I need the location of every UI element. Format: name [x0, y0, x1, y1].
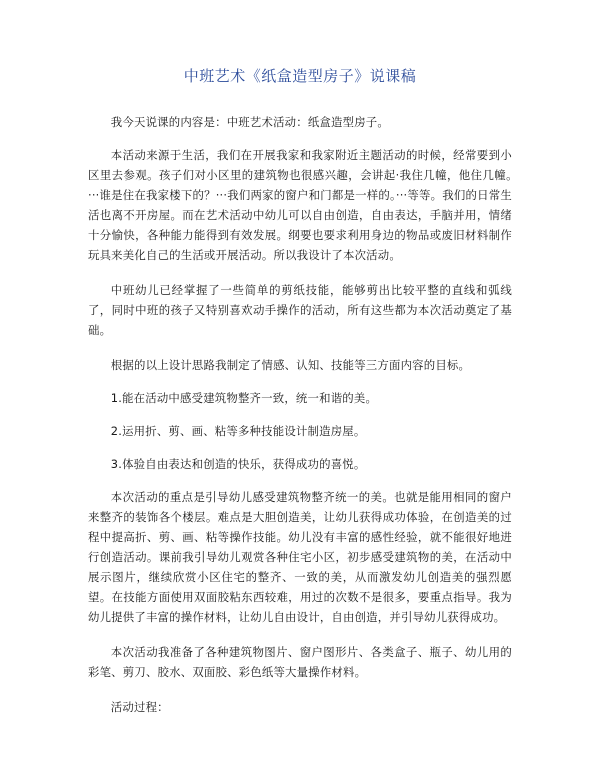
paragraph-key-points: 本次活动的重点是引导幼儿感受建筑物整齐统一的美。也就是能用相同的窗户来整齐的装饰各个楼层。难点是大胆创造美，让幼儿获得成功体验，在创造美的过程中提高折、剪、画、粘等操作技能。幼儿没有丰富的感性经验，就不能很好地进行创造活动。课前我引导幼儿观赏各种住宅小区，初步感受建筑物的美，在活动中展示图片，继续欣赏小区住宅的整齐、一致的美，从而激发幼儿创造美的强烈愿望。在技能方面使用双面胶粘东西较难，用过的次数不是很多，要重点指导。我为幼儿提供了丰富的操作材料，让幼儿自由设计，自由创造，并引导幼儿获得成功。 — [88, 490, 512, 624]
paragraph-basis: 中班幼儿已经掌握了一些简单的剪纸技能，能够剪出比较平整的直线和弧线了，同时中班的孩子又特别喜欢动手操作的活动，所有这些都为本次活动奠定了基础。 — [88, 283, 512, 337]
goal-item-3: 3.体验自由表达和创造的快乐，获得成功的喜悦。 — [110, 457, 366, 471]
goal-item-2: 2.运用折、剪、画、粘等多种技能设计制造房屋。 — [110, 424, 366, 438]
paragraph-source: 本活动来源于生活，我们在开展我家和我家附近主题活动的时候，经常要到小区里去参观。孩子们对小区里的建筑物也很感兴趣，会讲起·我住几幢，他住几幢。···谁是住在我家楼下的？···我们两家的窗户和门都是一样的。···等等。我们的日常生活也离不开房屋。而在艺术活动中幼儿可以自由创造，自由表达，手脑并用，情绪十分愉快，各种能力能得到有效发展。纲要也要求利用身边的物品或废旧材料制作玩具来美化自己的生活或开展活动。所以我设计了本次活动。 — [88, 148, 512, 262]
document-title: 中班艺术《纸盒造型房子》说课稿 — [183, 67, 417, 85]
paragraph-materials: 本次活动我准备了各种建筑物图片、窗户图形片、各类盒子、瓶子、幼儿用的彩笔、剪刀、胶水、双面胶、彩色纸等大量操作材料。 — [88, 645, 512, 679]
goal-item-1: 1.能在活动中感受建筑物整齐一致，统一和谐的美。 — [110, 391, 378, 405]
paragraph-goals-intro: 根据的以上设计思路我制定了情感、认知、技能等三方面内容的目标。 — [110, 358, 471, 372]
paragraph-intro: 我今天说课的内容是：中班艺术活动：纸盒造型房子。 — [110, 115, 389, 129]
paragraph-process-heading: 活动过程： — [110, 700, 169, 714]
